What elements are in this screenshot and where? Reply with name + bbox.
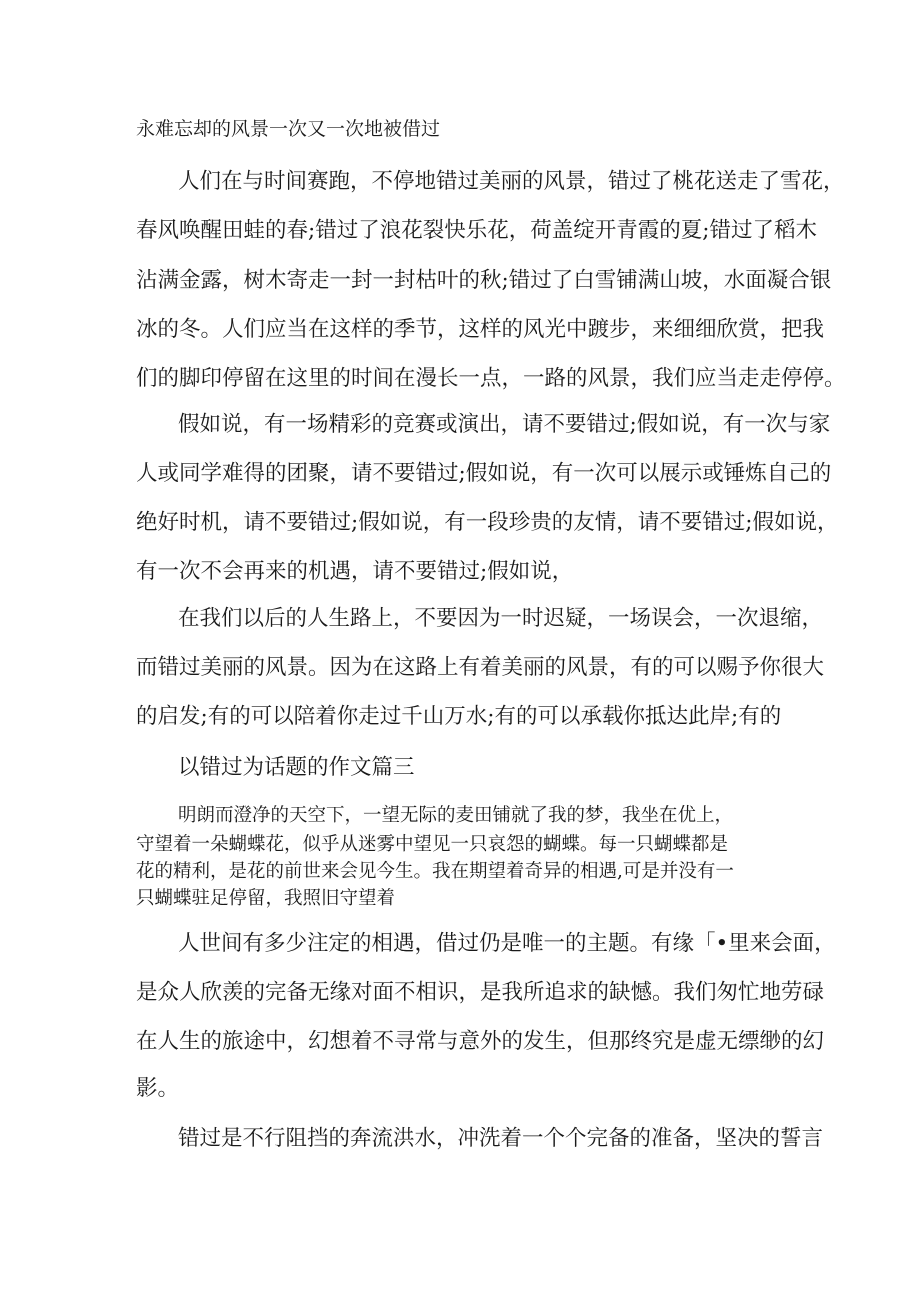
paragraph-line: 冰的冬。人们应当在这样的季节，这样的风光中踱步，来细细欣赏，把我 xyxy=(136,317,825,342)
paragraph-line: 明朗而澄净的天空下，一望无际的麦田铺就了我的梦，我坐在优上， xyxy=(178,805,734,826)
paragraph-line: 人们在与时间赛跑，不停地错过美丽的风景，错过了桃花送走了雪花， xyxy=(178,169,845,194)
paragraph-line: 的启发;有的可以陪着你走过千山万水;有的可以承载你抵达此岸;有的 xyxy=(136,704,782,729)
paragraph-line: 花的精利，是花的前世来会见今生。我在期望着奇异的相遇,可是并没有一 xyxy=(136,861,734,882)
paragraph-line: 绝好时机，请不要错过;假如说，有一段珍贵的友情，请不要错过;假如说， xyxy=(136,510,839,535)
paragraph-line: 是众人欣羡的完备无缘对面不相识，是我所追求的缺憾。我们匆忙地劳碌 xyxy=(136,980,825,1005)
paragraph-line: 在人生的旅途中，幻想着不寻常与意外的发生，但那终究是虚无缥缈的幻 xyxy=(136,1029,825,1054)
paragraph-line: 只蝴蝶驻足停留，我照旧守望着 xyxy=(136,888,396,909)
paragraph-line: 影。 xyxy=(136,1076,180,1101)
paragraph-line: 假如说，有一场精彩的竞赛或演出，请不要错过;假如说，有一次与家 xyxy=(178,412,831,437)
paragraph-line: 有一次不会再来的机遇，请不要错过;假如说， xyxy=(136,559,574,584)
paragraph-line: 们的脚印停留在这里的时间在漫长一点，一路的风景，我们应当走走停停。 xyxy=(136,366,846,391)
paragraph-line: 人或同学难得的团聚，请不要错过;假如说，有一次可以展示或锤炼自己的 xyxy=(136,461,832,486)
paragraph-line: 而错过美丽的风景。因为在这路上有着美丽的风景，有的可以赐予你很大 xyxy=(136,655,825,680)
paragraph-line: 人世间有多少注定的相遇，借过仍是唯一的主题。有缘「•里来会面， xyxy=(178,931,836,956)
paragraph-line: 春风唤醒田蛙的春;错过了浪花裂快乐花，荷盖绽开青霞的夏;错过了稻木 xyxy=(136,218,817,243)
paragraph-line: 沾满金露，树木寄走一封一封枯叶的秋;错过了白雪铺满山坡，水面凝合银 xyxy=(136,268,832,293)
paragraph-line: 守望着一朵蝴蝶花，似乎从迷雾中望见一只哀怨的蝴蝶。每一只蝴蝶都是 xyxy=(136,834,729,855)
section-title: 以错过为话题的作文篇三 xyxy=(178,755,415,780)
paragraph-line: 错过是不行阻挡的奔流洪水，冲洗着一个个完备的准备，坚决的誓言 xyxy=(178,1126,824,1151)
document-heading: 永难忘却的风景一次又一次地被借过 xyxy=(136,118,441,140)
paragraph-line: 在我们以后的人生路上，不要因为一时迟疑，一场误会，一次退缩， xyxy=(178,606,824,631)
